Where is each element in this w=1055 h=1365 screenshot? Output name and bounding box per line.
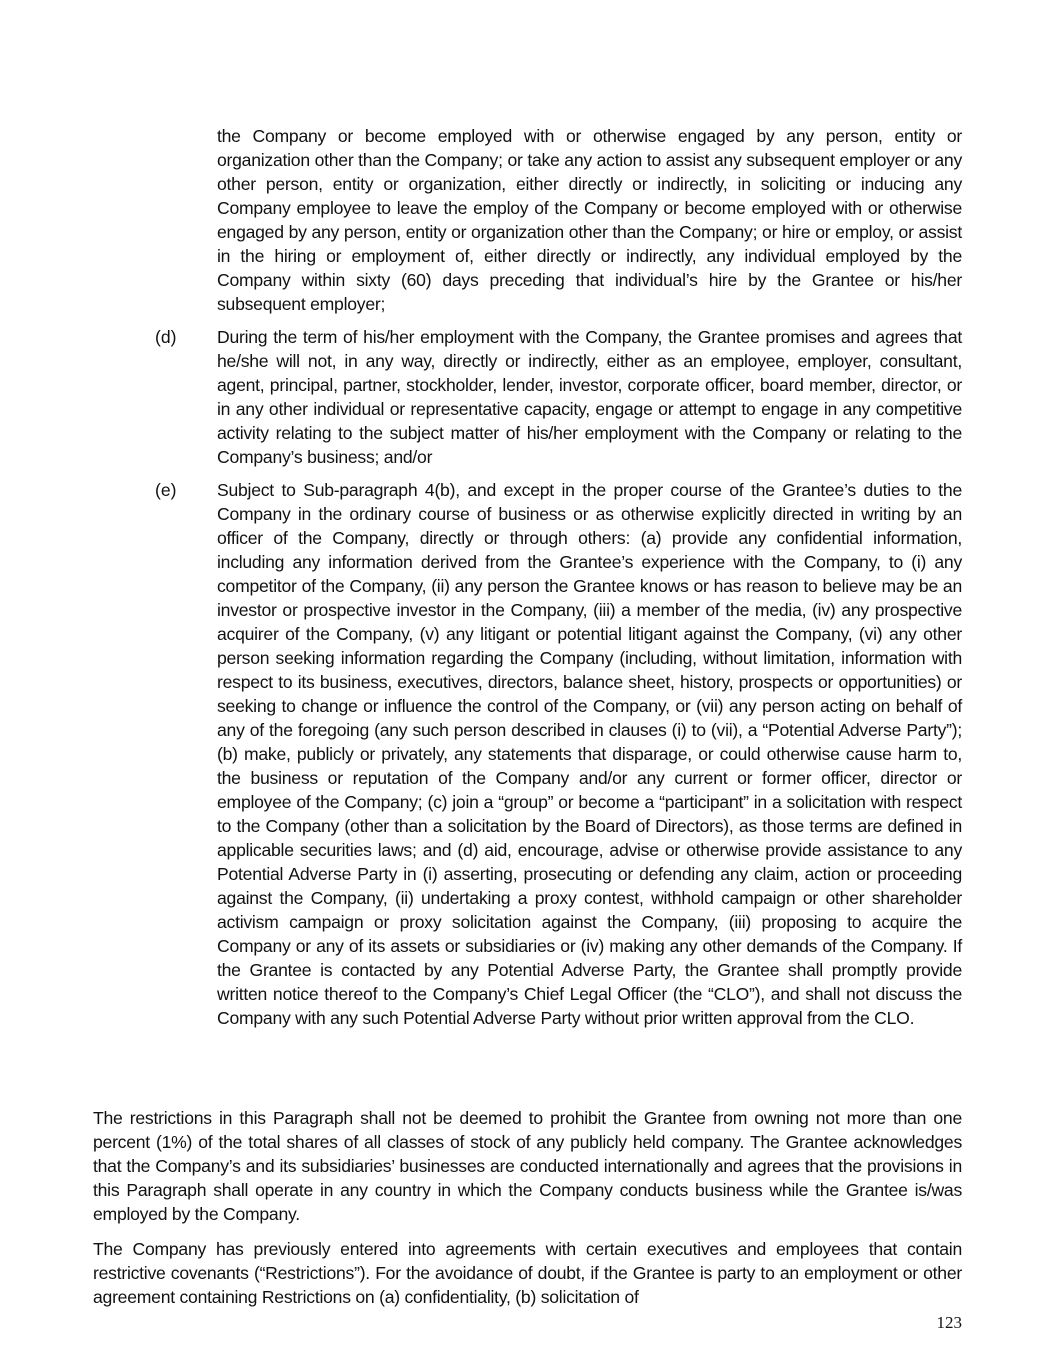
item-e-text: Subject to Sub-paragraph 4(b), and except in the proper course of the Grantee’s duties to the Company in the ordinary course of business or as otherwise explicitly directed in writing by an officer of the Company, directly or through others: (a) provide any confidential information, including any information derived from the Grantee’s experience with the Company, to (i) any competitor of the Company, (ii) any person the Grantee knows or has reason to believe may be an investor or prospective investor in the Company, (iii) a member of the media, (iv) any prospective acquirer of the Company, (v) any litigant or potential litigant against the Company, (vi) any other person seeking information regarding the Company (including, without limitation, information with respect to its business, executives, directors, balance sheet, history, prospects or opportunities) or seeking to change or influence the control of the Company, or (vii) any person acting on behalf of any of the foregoing (any such person described in clauses (i) to (vii), a “Potential Adverse Party”); (b) make, publicly or privately, any statements that disparage, or could otherwise cause harm to, the business or reputation of the Company and/or any current or former officer, director or employee of the Company; (c) join a “group” or become a “participant” in a solicitation with respect to the Company (other than a solicitation by the Board of Directors), as those terms are defined in applicable securities laws; and (d) aid, encourage, advise or otherwise provide assistance to any Potential Adverse Party in (i) asserting, prosecuting or defending any claim, action or proceeding against the Company, (ii) undertaking a proxy contest, withhold campaign or other shareholder activism campaign or proxy solicitation against the Company, (iii) proposing to acquire the Company or any of its assets or subsidiaries or (iv) making any other demands of the Company. If the Grantee is contacted by any Potential Adverse Party, the Grantee shall promptly provide written notice thereof to the Company’s Chief Legal Officer (the “CLO”), and shall not discuss the Company with any such Potential Adverse Party without prior written approval from the CLO. (217, 480, 962, 1028)
item-d-text: During the term of his/her employment with the Company, the Grantee promises and agrees that he/she will not, in any way, directly or indirectly, either as an employee, employer, consultant, agent, principal, partner, stockholder, lender, investor, corporate officer, board member, director, or in any other individual or representative capacity, engage or attempt to engage in any competitive activity relating to the subject matter of his/her employment with the Company or relating to the Company’s business; and/or (217, 327, 962, 467)
item-e-marker: (e) (155, 480, 177, 500)
restrictions-paragraph: The restrictions in this Paragraph shall not be deemed to prohibit the Grantee from owning not more than one percent (1%) of the total shares of all classes of stock of any publicly held company. The Grantee acknowledges that the Company’s and its subsidiaries’ businesses are conducted internationally and agrees that the provisions in this Paragraph shall operate in any country in which the Company conducts business while the Grantee is/was employed by the Company. (93, 1108, 962, 1224)
page-number: 123 (936, 1313, 962, 1332)
item-d-marker: (d) (155, 327, 177, 347)
agreements-paragraph: The Company has previously entered into agreements with certain executives and employees that contain restrictive covenants (“Restrictions”). For the avoidance of doubt, if the Grantee is party to an employment or other agreement containing Restrictions on (a) confidentiality, (b) solicitation of (93, 1239, 962, 1307)
continuation-paragraph: the Company or become employed with or otherwise engaged by any person, entity or organization other than the Company; or take any action to assist any subsequent employer or any other person, entity or organization, either directly or indirectly, in soliciting or inducing any Company employee to leave the employ of the Company or become employed with or otherwise engaged by any person, entity or organization other than the Company; or hire or employ, or assist in the hiring or employment of, either directly or indirectly, any individual employed by the Company within sixty (60) days preceding that individual’s hire by the Grantee or his/her subsequent employer; (217, 126, 962, 314)
